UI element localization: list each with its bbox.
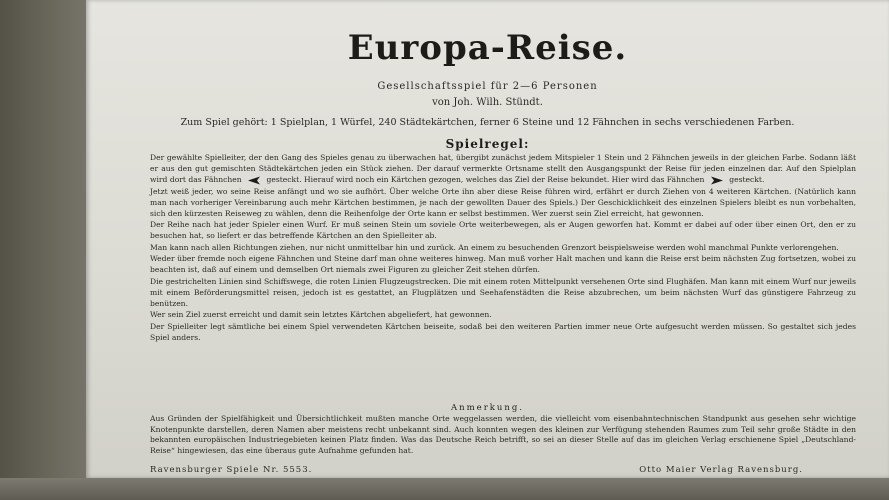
rule-paragraph (150, 152, 856, 185)
rule-paragraph: Jetzt weiß jeder, wo seine Reise anfängt und wo sie aufhört. Über welche Orte ihn aber diese Reise führen wird, erfährt er durch Ziehen von 4 weiteren Kärtchen. (Natürlich kann man nach vorheriger Vereinbarung auch mehr Kärtchen bestimmen, je nach der gewollten Dauer des Spiels.) Der Geschicklichkeit des einzelnen Spielers bleibt es nun vorbehalten, sich den kürzesten Reiseweg zu wählen, denn die Reihenfolge der Orte kann er selbst bestimmen. Wer zuerst sein Ziel erreicht, hat gewonnen. (150, 186, 856, 218)
rules-heading: Spielregel: (445, 137, 530, 151)
board-bottom-edge (0, 478, 889, 500)
rule-text: gesteckt. Hierauf wird noch ein Kärtchen gezogen, welches das Ziel der Reise bekundet. Hier wird das Fähnchen (266, 175, 705, 184)
rule-paragraph: Wer sein Ziel zuerst erreicht und damit sein letztes Kärtchen abgeliefert, hat gewonnen. (150, 310, 492, 319)
rule-paragraph: Weder über fremde noch eigene Fähnchen und Steine darf man ohne weiteres hinweg. Man muß vorher Halt machen und kann die Reise erst beim nächsten Zug fortsetzen, wobei zu beachten ist, daß auf einem und demselben Ort niemals zwei Figuren zu gleicher Zeit stehen dürfen. (150, 254, 856, 274)
rule-text: Der gewählte Spielleiter, der den Gang des Spieles genau zu überwachen hat, übergibt zunächst jedem Mitspieler 1 Stein und 2 Fähnchen jeweils in der gleichen Farbe. Sodann läßt er aus den gut gemischten Städtekärtchen jeden ein Stück ziehen. Der darauf vermerkte Ortsname stellt den Ausgangspunkt der Reise für jeden einzelnen dar. Auf den Spielplan wird dort das Fähnchen (150, 153, 856, 184)
flag-pointing-right-icon (710, 176, 724, 185)
document-title: Europa-Reise. (347, 28, 628, 68)
flag-pointing-left-icon (247, 176, 261, 185)
rule-paragraph: Die gestrichelten Linien sind Schiffswege, die roten Linien Flugzeugstrecken. Die mit einem roten Mittelpunkt versehenen Orte sind Flughäfen. Man kann mit einem Wurf nur jeweils mit einem Beförderungsmittel reisen, jedoch ist es gestattet, an Flugplätzen und Seehafenstädten die Reise abzubrechen, um beim nächsten Wurf das günstigere Fahrzeug zu benützen. (150, 276, 856, 308)
rule-text: gesteckt. (729, 175, 765, 184)
rules-sheet (86, 0, 889, 478)
note-heading: Anmerkung. (450, 403, 524, 413)
document-author: von Joh. Wilh. Stündt. (432, 97, 543, 108)
game-contents: Zum Spiel gehört: 1 Spielplan, 1 Würfel, 240 Städtekärtchen, ferner 6 Steine und 12 Fähnchen in sechs verschiedenen Farben. (180, 117, 795, 128)
document-subtitle: Gesellschaftsspiel für 2—6 Personen (377, 81, 598, 92)
publisher-series: Ravensburger Spiele Nr. 5553. (150, 465, 313, 475)
board-left-edge (0, 0, 86, 500)
rules-list (150, 152, 856, 343)
rule-paragraph: Der Spielleiter legt sämtliche bei einem Spiel verwendeten Kärtchen beiseite, sodaß bei den weiteren Partien immer neue Orte aufgesucht werden müssen. So gestaltet sich jedes Spiel anders. (150, 321, 856, 342)
rule-paragraph: Der Reihe nach hat jeder Spieler einen Wurf. Er muß seinen Stein um soviele Orte weiterbewegen, als er Augen geworfen hat. Kommt er dabei auf oder über einen Ort, den er zu besuchen hat, so liefert er das betreffende Kärtchen an den Spielleiter ab. (150, 220, 856, 240)
note-text: Aus Gründen der Spielfähigkeit und Übersichtlichkeit mußten manche Orte weggelassen werden, die vielleicht vom eisenbahntechnischen Standpunkt aus gesehen sehr wichtige Knotenpunkte darstellen, deren Namen aber meistens recht unbekannt sind. Auch konnten wegen des kleinen zur Verfügung stehenden Raumes zum Teil sehr große Städte in den bekannten europäischen Industriegebieten keinen Platz finden. Was das Deutsche Reich betrifft, so sei an dieser Stelle auf das im gleichen Verlag erschienene Spiel „Deutschland-Reise“ hingewiesen, das eine überaus gute Aufnahme gefunden hat. (150, 414, 856, 455)
publisher-name: Otto Maier Verlag Ravensburg. (639, 465, 803, 475)
rule-paragraph: Man kann nach allen Richtungen ziehen, nur nicht unmittelbar hin und zurück. An einem zu besuchenden Grenzort beispielsweise werden wohl manchmal Punkte verlorengehen. (150, 242, 839, 252)
